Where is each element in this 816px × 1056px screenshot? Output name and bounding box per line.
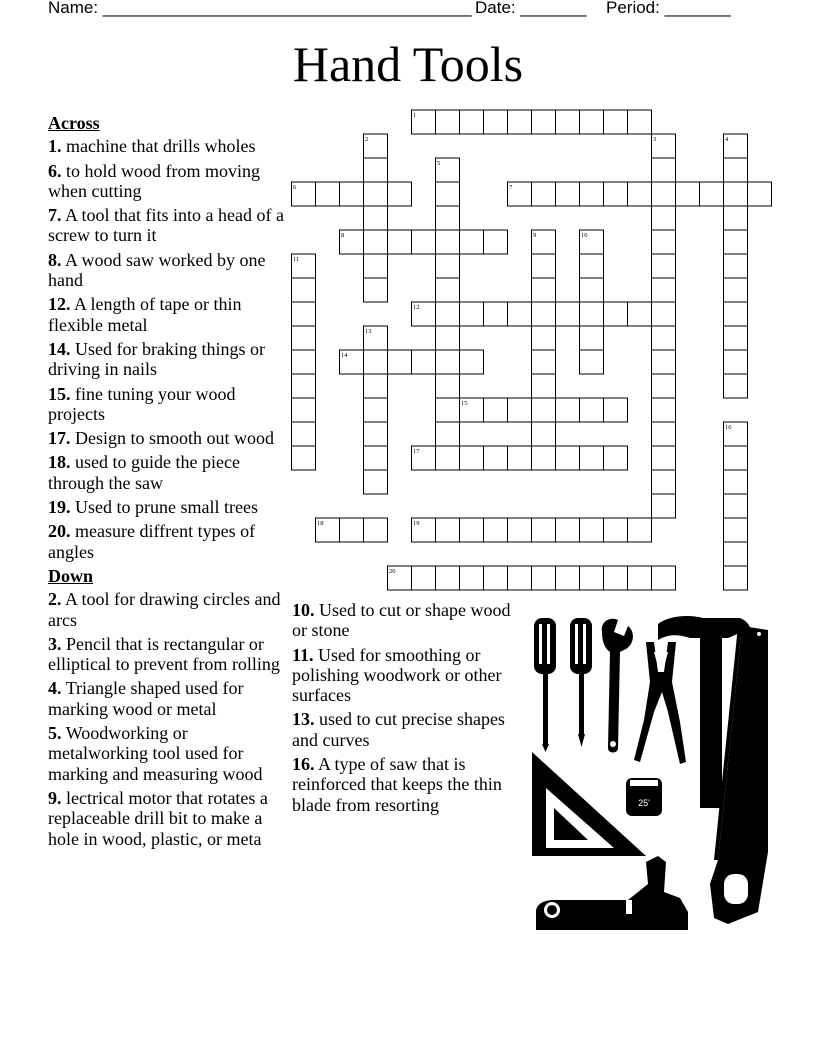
grid-cell[interactable]: [436, 446, 460, 470]
grid-cell[interactable]: [508, 110, 532, 134]
grid-number: 5: [437, 160, 441, 167]
grid-number: 4: [725, 136, 729, 143]
grid-cell[interactable]: [700, 182, 724, 206]
grid-cell[interactable]: [652, 230, 676, 254]
grid-cell[interactable]: [532, 278, 556, 302]
grid-cell[interactable]: [724, 518, 748, 542]
grid-cell[interactable]: [724, 158, 748, 182]
grid-cell[interactable]: [652, 470, 676, 494]
clue-text: Pencil that is rectangular or elliptical to prevent from rolling: [48, 633, 280, 675]
grid-cell[interactable]: [604, 446, 628, 470]
clue-number: 15.: [48, 383, 71, 404]
grid-cell[interactable]: [388, 350, 412, 374]
grid-cell[interactable]: [436, 110, 460, 134]
grid-cell[interactable]: [724, 566, 748, 590]
grid-number: 1: [413, 112, 417, 119]
grid-cell[interactable]: [724, 350, 748, 374]
grid-cell[interactable]: [532, 422, 556, 446]
grid-cell[interactable]: [460, 110, 484, 134]
clue-text: Design to smooth out wood: [75, 428, 275, 449]
grid-cell[interactable]: [484, 110, 508, 134]
grid-cell[interactable]: [436, 518, 460, 542]
grid-cell[interactable]: [436, 350, 460, 374]
grid-number: 17: [413, 448, 420, 455]
grid-cell[interactable]: [556, 302, 580, 326]
clue-number: 8.: [48, 249, 62, 270]
grid-number: 2: [365, 136, 369, 143]
grid-cell[interactable]: [724, 230, 748, 254]
hand-plane-icon: [536, 856, 688, 930]
grid-cell[interactable]: [388, 230, 412, 254]
grid-cell[interactable]: [484, 446, 508, 470]
period-field: Period: _______: [606, 0, 731, 17]
grid-cell[interactable]: [508, 302, 532, 326]
grid-cell[interactable]: [724, 182, 748, 206]
clue-item: [48, 788, 284, 849]
hand-tools-illustration: [528, 612, 773, 937]
grid-cell[interactable]: [580, 566, 604, 590]
grid-cell[interactable]: [460, 566, 484, 590]
grid-number: 16: [725, 424, 732, 431]
clue-number: 14.: [48, 338, 71, 359]
grid-cell[interactable]: [532, 182, 556, 206]
screwdriver-icon: [570, 618, 592, 747]
clue-number: 2.: [48, 589, 62, 610]
grid-cell[interactable]: [724, 446, 748, 470]
grid-cell[interactable]: [436, 230, 460, 254]
clue-number: 7.: [48, 205, 62, 226]
clue-item: [292, 709, 514, 750]
grid-cell[interactable]: [748, 182, 772, 206]
grid-cell[interactable]: [364, 470, 388, 494]
screwdriver-icon: [534, 618, 556, 752]
across-heading: Across: [48, 113, 100, 133]
down-clue-list-continued: [292, 600, 514, 815]
clue-text: A tool that fits into a head of a screw to turn it: [48, 205, 284, 246]
grid-cell[interactable]: [652, 398, 676, 422]
grid-cell[interactable]: [652, 302, 676, 326]
grid-cell[interactable]: [388, 182, 412, 206]
grid-cell[interactable]: [364, 446, 388, 470]
grid-cell[interactable]: [652, 494, 676, 518]
grid-cell[interactable]: [364, 398, 388, 422]
clue-text: A type of saw that is reinforced that keeps the thin blade from resorting: [292, 754, 502, 815]
grid-cell[interactable]: [532, 110, 556, 134]
grid-cell[interactable]: [484, 230, 508, 254]
grid-cell[interactable]: [628, 518, 652, 542]
grid-cell[interactable]: [580, 182, 604, 206]
grid-cell[interactable]: [580, 398, 604, 422]
clue-text: Used to prune small trees: [75, 497, 258, 518]
grid-cell[interactable]: [652, 566, 676, 590]
grid-cell[interactable]: [460, 518, 484, 542]
grid-cell[interactable]: [364, 254, 388, 278]
grid-number: 6: [293, 184, 297, 191]
grid-cell[interactable]: [628, 110, 652, 134]
grid-number: 14: [341, 352, 348, 359]
grid-cell[interactable]: [580, 350, 604, 374]
grid-cell[interactable]: [508, 446, 532, 470]
grid-cell[interactable]: [556, 398, 580, 422]
grid-cell[interactable]: [652, 182, 676, 206]
grid-cell[interactable]: [484, 302, 508, 326]
grid-cell[interactable]: [652, 206, 676, 230]
grid-cell[interactable]: [652, 446, 676, 470]
grid-number: 8: [341, 232, 345, 239]
grid-cell[interactable]: [556, 182, 580, 206]
clue-text: fine tuning your wood projects: [48, 383, 236, 424]
grid-cell[interactable]: [628, 182, 652, 206]
grid-cell[interactable]: [364, 422, 388, 446]
grid-cell[interactable]: [532, 446, 556, 470]
grid-number: 10: [581, 232, 588, 239]
grid-cell[interactable]: [628, 302, 652, 326]
clue-number: 4.: [48, 678, 62, 699]
grid-cell[interactable]: [724, 302, 748, 326]
clue-number: 13.: [292, 709, 315, 730]
grid-cell[interactable]: [508, 398, 532, 422]
grid-cell[interactable]: [292, 350, 316, 374]
clue-number: 12.: [48, 294, 71, 315]
grid-cell[interactable]: [292, 326, 316, 350]
grid-cell[interactable]: [436, 566, 460, 590]
grid-cell[interactable]: [556, 446, 580, 470]
grid-cell[interactable]: [484, 518, 508, 542]
grid-number: 7: [509, 184, 513, 191]
grid-number: 12: [413, 304, 420, 311]
grid-cell[interactable]: [508, 566, 532, 590]
grid-number: 13: [365, 328, 372, 335]
grid-cell[interactable]: [292, 278, 316, 302]
clue-text: A wood saw worked by one hand: [48, 249, 266, 291]
grid-cell[interactable]: [460, 446, 484, 470]
down-heading: Down: [48, 565, 94, 586]
clue-text: Woodworking or metalworking tool used for marking and measuring wood: [48, 723, 263, 784]
grid-cell[interactable]: [604, 518, 628, 542]
grid-cell[interactable]: [580, 110, 604, 134]
clue-text: Used for smoothing or polishing woodwork or other surfaces: [292, 644, 502, 706]
clue-number: 11.: [292, 644, 314, 665]
clue-item: [48, 723, 284, 784]
grid-cell[interactable]: [364, 374, 388, 398]
clue-number: 10.: [292, 600, 315, 620]
grid-cell[interactable]: [508, 518, 532, 542]
grid-cell[interactable]: [532, 518, 556, 542]
grid-cell[interactable]: [436, 374, 460, 398]
grid-cell[interactable]: [652, 422, 676, 446]
clue-text: used to guide the piece through the saw: [48, 452, 240, 493]
clues-right-column: [292, 600, 514, 819]
grid-number: 9: [533, 232, 537, 239]
grid-cell[interactable]: [484, 566, 508, 590]
grid-cell[interactable]: [580, 254, 604, 278]
grid-cell[interactable]: [436, 206, 460, 230]
grid-cell[interactable]: [580, 518, 604, 542]
grid-cell[interactable]: [628, 566, 652, 590]
grid-cell[interactable]: [532, 326, 556, 350]
grid-cell[interactable]: [652, 278, 676, 302]
name-field: Name: _______________________________________: [48, 0, 472, 17]
grid-number: 15: [461, 400, 468, 407]
grid-cell[interactable]: [604, 566, 628, 590]
grid-cell[interactable]: [604, 398, 628, 422]
grid-cell[interactable]: [724, 542, 748, 566]
grid-cell[interactable]: [460, 350, 484, 374]
grid-cell[interactable]: [724, 254, 748, 278]
grid-cell[interactable]: [436, 398, 460, 422]
clue-text: A length of tape or thin flexible metal: [48, 294, 242, 335]
grid-cell[interactable]: [580, 302, 604, 326]
grid-cell[interactable]: [580, 326, 604, 350]
grid-cell[interactable]: [436, 422, 460, 446]
grid-cell[interactable]: [460, 302, 484, 326]
grid-cell[interactable]: [724, 206, 748, 230]
grid-cell[interactable]: [532, 350, 556, 374]
grid-cell[interactable]: [292, 374, 316, 398]
grid-cell[interactable]: [292, 422, 316, 446]
clue-number: 5.: [48, 723, 62, 744]
grid-cell[interactable]: [364, 158, 388, 182]
clue-number: 3.: [48, 633, 62, 654]
grid-cell[interactable]: [436, 254, 460, 278]
clue-item: [292, 645, 514, 706]
grid-cell[interactable]: [580, 446, 604, 470]
grid-cell[interactable]: [436, 278, 460, 302]
grid-cell[interactable]: [484, 398, 508, 422]
clue-text: used to cut precise shapes and curves: [292, 709, 505, 750]
grid-cell[interactable]: [364, 182, 388, 206]
grid-cell[interactable]: [316, 182, 340, 206]
grid-cell[interactable]: [436, 182, 460, 206]
grid-cell[interactable]: [556, 566, 580, 590]
page-title: Hand Tools: [292, 36, 524, 92]
grid-cell[interactable]: [532, 302, 556, 326]
grid-cell[interactable]: [364, 278, 388, 302]
clue-item: [48, 634, 284, 675]
grid-number: 18: [317, 520, 324, 527]
tape-measure-icon: [626, 778, 662, 816]
clue-number: 9.: [48, 787, 62, 808]
pliers-icon: [634, 642, 686, 764]
grid-cell[interactable]: [652, 350, 676, 374]
grid-cell[interactable]: [604, 182, 628, 206]
grid-cell[interactable]: [292, 398, 316, 422]
grid-cell[interactable]: [724, 278, 748, 302]
grid-cell[interactable]: [364, 230, 388, 254]
grid-cell[interactable]: [460, 230, 484, 254]
grid-cell[interactable]: [292, 302, 316, 326]
grid-cell[interactable]: [580, 278, 604, 302]
grid-cell[interactable]: [724, 374, 748, 398]
grid-cell[interactable]: [364, 518, 388, 542]
clue-text: lectrical motor that rotates a replaceable drill bit to make a hole in wood, plastic, or meta: [48, 787, 268, 849]
grid-cell[interactable]: [556, 110, 580, 134]
clue-number: 1.: [48, 136, 62, 157]
grid-cell[interactable]: [724, 470, 748, 494]
clue-text: measure diffrent types of angles: [48, 521, 256, 562]
clue-number: 17.: [48, 428, 71, 449]
grid-cell[interactable]: [364, 206, 388, 230]
grid-number: 11: [293, 256, 300, 263]
clue-text: Triangle shaped used for marking wood or metal: [48, 678, 244, 719]
clue-item: [292, 754, 514, 815]
grid-cell[interactable]: [676, 182, 700, 206]
grid-cell[interactable]: [556, 518, 580, 542]
grid-cell[interactable]: [412, 566, 436, 590]
grid-cell[interactable]: [532, 566, 556, 590]
grid-cell[interactable]: [364, 350, 388, 374]
clue-number: 19.: [48, 497, 71, 518]
grid-cell[interactable]: [724, 326, 748, 350]
clue-item: [48, 678, 284, 719]
clue-text: Used for braking things or driving in nails: [48, 338, 265, 380]
clue-number: 6.: [48, 160, 62, 181]
clue-text: to hold wood from moving when cutting: [48, 160, 260, 201]
grid-cell[interactable]: [652, 158, 676, 182]
clue-text: A tool for drawing circles and arcs: [48, 589, 281, 630]
clue-text: Used to cut or shape wood or stone: [292, 600, 511, 641]
grid-cell[interactable]: [652, 254, 676, 278]
tape-measure-label: 25': [638, 798, 650, 808]
down-clue-list: [48, 589, 284, 849]
wrench-icon: [602, 619, 633, 753]
date-field: Date: _______: [475, 0, 587, 17]
grid-number: 20: [389, 568, 396, 575]
grid-number: 3: [653, 136, 657, 143]
grid-cell[interactable]: [340, 518, 364, 542]
grid-number: 19: [413, 520, 420, 527]
clue-number: 16.: [292, 754, 315, 775]
grid-cell[interactable]: [412, 230, 436, 254]
grid-cell[interactable]: [604, 110, 628, 134]
grid-cell[interactable]: [292, 446, 316, 470]
grid-cell[interactable]: [652, 374, 676, 398]
grid-cell[interactable]: [532, 374, 556, 398]
grid-cell[interactable]: [532, 398, 556, 422]
grid-cell[interactable]: [412, 350, 436, 374]
grid-cell[interactable]: [604, 302, 628, 326]
grid-cell[interactable]: [532, 254, 556, 278]
clue-item: [292, 600, 514, 641]
grid-cell[interactable]: [724, 494, 748, 518]
clue-text: machine that drills wholes: [66, 136, 256, 157]
grid-cell[interactable]: [436, 326, 460, 350]
clue-number: 18.: [48, 452, 71, 473]
grid-cell[interactable]: [340, 182, 364, 206]
clue-number: 20.: [48, 521, 71, 542]
grid-cell[interactable]: [436, 302, 460, 326]
grid-cell[interactable]: [652, 326, 676, 350]
